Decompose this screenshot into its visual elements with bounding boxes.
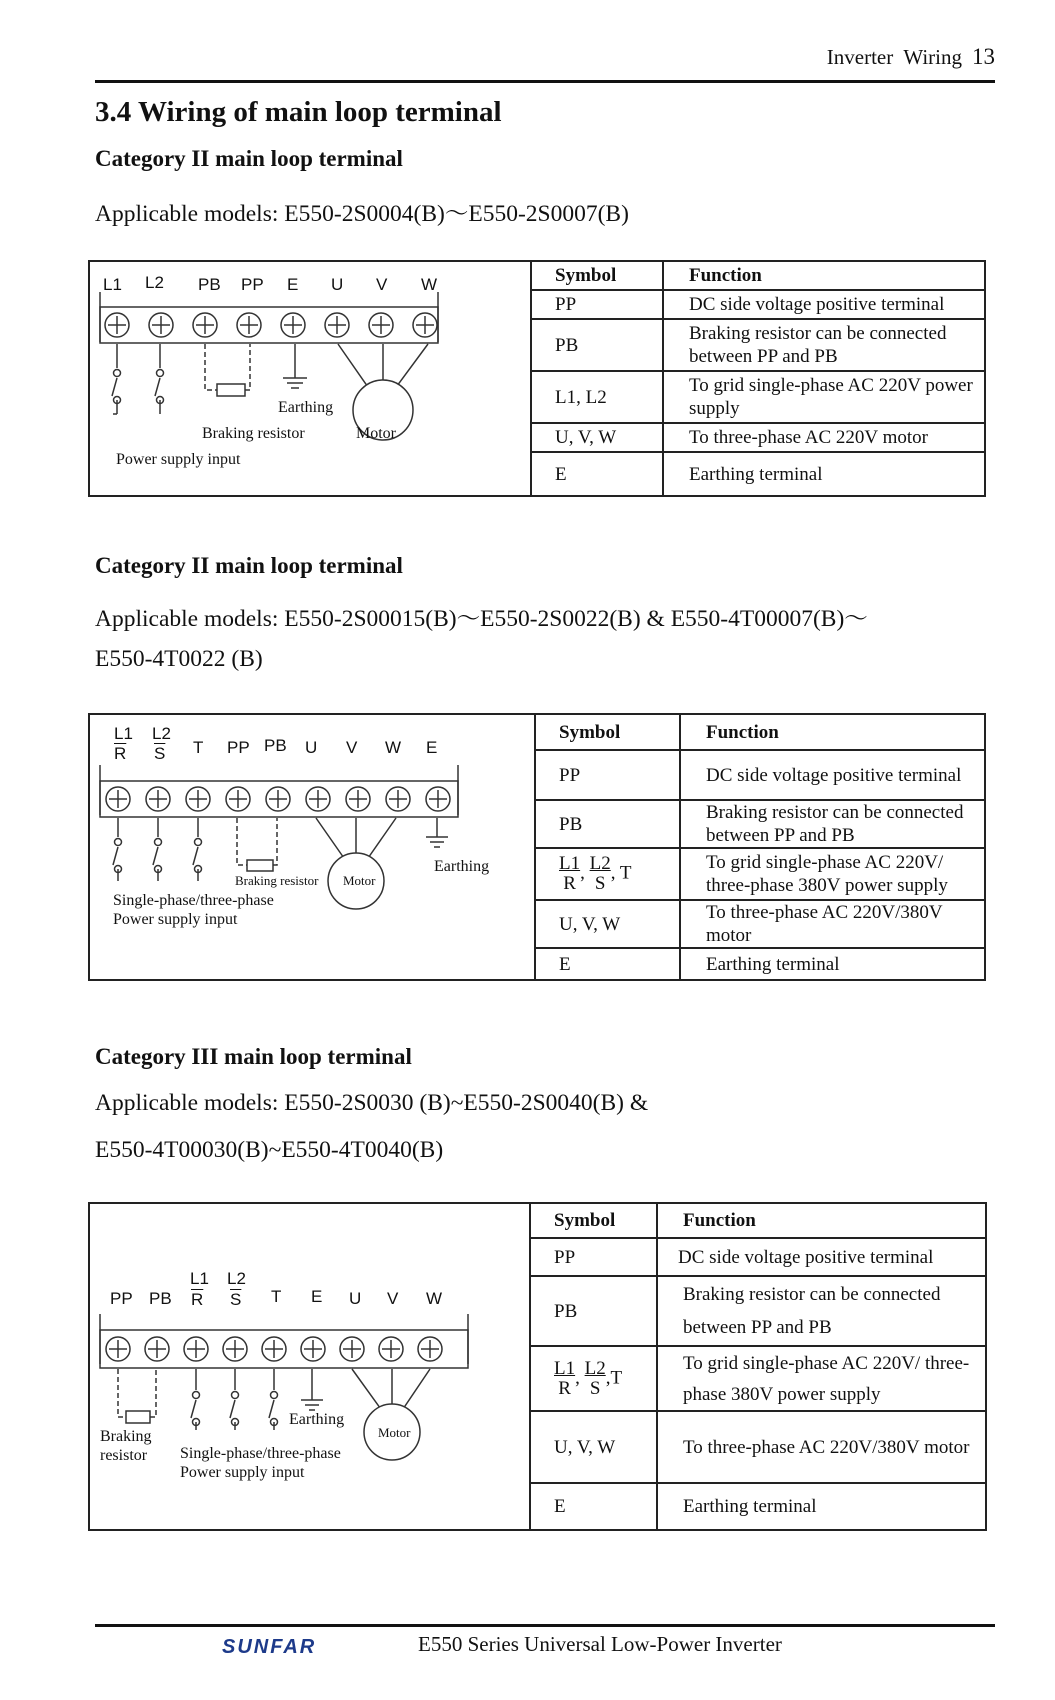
function-cell: Braking resistor can be connected between PP and PB [680,800,984,848]
function-header: Function [680,715,984,750]
terminal-label: L2 [227,1269,246,1288]
power-supply-label: Power supply input [113,911,238,928]
section-heading: Category III main loop terminal [95,1044,412,1069]
symbol-cell: E [534,948,680,979]
page-title: 3.4 Wiring of main loop terminal [95,96,502,128]
screw-cross [229,790,247,808]
terminal-label: T [271,1287,282,1306]
symbol-cell: E [529,1483,657,1529]
screw-cross [149,790,167,808]
braking-resistor-label: Braking resistor [235,873,319,888]
terminal-label: E [311,1287,323,1306]
symbol-header: Symbol [530,262,663,290]
applicable-models: E550-4T0022 (B) [95,646,263,672]
braking-resistor-label: Braking [100,1428,152,1445]
terminal-box-1 [88,260,986,497]
screw-cross [240,316,258,334]
symbol-header: Symbol [534,715,680,750]
function-table-2 [534,715,984,979]
motor-label: Motor [356,425,396,442]
terminal-label: L2 [145,273,164,292]
function-cell: To three-phase AC 220V motor [663,423,984,452]
function-header: Function [657,1204,985,1238]
terminal-label: L1 [103,275,122,294]
function-cell: DC side voltage positive terminal [680,750,984,800]
terminal-label: U [331,275,344,294]
screw-cross [343,1340,361,1358]
earthing-label: Earthing [278,399,334,416]
symbol-cell: PB [534,800,680,848]
terminal-label: E [426,738,438,757]
terminal-label: L2 [152,724,171,743]
power-supply-label: Single-phase/three-phase [180,1445,341,1462]
power-supply-label: Power supply input [116,451,241,468]
terminal-label: W [385,738,402,757]
wiring-diagram-1 [90,262,532,495]
terminal-label: PB [198,275,221,294]
terminal-label: L1 [114,724,133,743]
terminal-label: $\overline{S}$ [230,1290,242,1309]
terminal-label: V [387,1289,399,1308]
screw-cross [187,1340,205,1358]
symbol-part: , T [610,862,632,884]
terminal-label: T [193,738,204,757]
terminal-label: PB [264,736,287,755]
section-heading: Category II main loop terminal [95,553,403,578]
terminal-label: W [421,275,438,294]
sunfar-logo: SUNFAR [222,1636,317,1658]
terminal-label: V [376,275,388,294]
applicable-models: Applicable models: E550-2S0004(B)～E550-2S0007(B) [95,201,629,227]
terminal-box-3 [88,1202,987,1531]
wiring-diagram-3 [90,1204,531,1529]
screw-cross [429,790,447,808]
screw-cross [108,316,126,334]
screw-cross [328,316,346,334]
function-cell: DC side voltage positive terminal [663,290,984,319]
screw-cross [196,316,214,334]
symbol-part: L1 [559,853,581,874]
earthing-label: Earthing [434,858,490,875]
terminal-label: $\overline{S}$ [154,744,166,763]
symbol-part: L1 [554,1357,576,1379]
earthing-label: Earthing [289,1411,345,1428]
header-text [827,44,995,70]
screw-cross [416,316,434,334]
function-cell: Earthing terminal [680,948,984,979]
symbol-l2-s [590,854,611,894]
symbol-part: R [558,1377,571,1399]
function-cell: To grid single-phase AC 220V power supply [663,371,984,423]
function-cell: To grid single-phase AC 220V/ three-phase 380V power supply [680,848,984,900]
screw-cross [304,1340,322,1358]
symbol-l1-r [559,854,580,894]
symbol-cell: $\frac{L1}{R}$ , $\frac{L2}{S}$ ,T [529,1346,657,1411]
terminal-label: $\overline{R}$ [191,1290,204,1309]
symbol-cell: PP [529,1238,657,1276]
function-cell: Earthing terminal [663,452,984,495]
function-cell: To three-phase AC 220V/380V motor [680,900,984,948]
terminal-label: E [287,275,299,294]
applicable-models: E550-4T00030(B)~E550-4T0040(B) [95,1137,444,1163]
screw-cross [109,790,127,808]
terminal-label: PP [241,275,264,294]
screw-cross [349,790,367,808]
screw-cross [372,316,390,334]
screw-cross [309,790,327,808]
terminal-box-2 [88,713,986,981]
terminal-label: $\overline{R}$ [114,744,127,763]
symbol-part: L2 [589,853,611,874]
function-cell: To grid single-phase AC 220V/ three-phase 380V power supply [657,1346,985,1411]
terminal-label: U [349,1289,362,1308]
screw-cross [389,790,407,808]
function-cell: DC side voltage positive terminal [657,1238,985,1276]
terminal-label: U [305,738,318,757]
motor-label: Motor [378,1425,411,1440]
symbol-part: ,T [605,1366,623,1388]
page-header [95,44,995,83]
terminal-label: L1 [190,1269,209,1288]
function-table-3 [529,1204,985,1529]
symbol-cell: L1, L2 [530,371,663,423]
symbol-cell: E [530,452,663,495]
footer-text: E550 Series Universal Low-Power Inverter [418,1632,782,1656]
wiring-diagram-2 [90,715,536,979]
function-table-1 [530,262,984,495]
footer-rule [95,1624,995,1627]
screw-cross [109,1340,127,1358]
terminal-label: V [346,738,358,757]
applicable-models: Applicable models: E550-2S00015(B)～E550-2S0022(B) & E550-4T00007(B)～ [95,606,868,632]
applicable-models: Applicable models: E550-2S0030 (B)~E550-2S0040(B) & [95,1090,649,1116]
motor-label: Motor [343,873,376,888]
power-supply-label: Power supply input [180,1464,305,1481]
function-cell: Braking resistor can be connected between PP and PB [657,1276,985,1346]
symbol-cell: U, V, W [530,423,663,452]
symbol-l1-r [554,1359,575,1399]
symbol-cell: U, V, W [529,1411,657,1483]
symbol-part: S [594,873,606,894]
header-section: Inverter Wiring [826,45,962,69]
symbol-part: S [589,1377,601,1399]
symbol-cell: $\frac{L1}{R}$ , $\frac{L2}{S}$ , T [534,848,680,900]
function-cell: Braking resistor can be connected between PP and PB [663,319,984,371]
section-heading: Category II main loop terminal [95,146,403,171]
symbol-cell: PP [530,290,663,319]
screw-cross [269,790,287,808]
power-supply-label: Single-phase/three-phase [113,892,274,909]
symbol-cell: PB [530,319,663,371]
terminal-label: PP [110,1289,133,1308]
terminal-label: PB [149,1289,172,1308]
screw-cross [148,1340,166,1358]
symbol-cell: U, V, W [534,900,680,948]
symbol-part: L2 [584,1357,606,1379]
terminal-label: W [426,1289,443,1308]
symbol-l2-s [585,1359,606,1399]
symbol-cell: PB [529,1276,657,1346]
symbol-header: Symbol [529,1204,657,1238]
symbol-cell: PP [534,750,680,800]
wiring-drawing-3 [90,1204,529,1529]
screw-cross [421,1340,439,1358]
terminal-label: PP [227,738,250,757]
screw-cross [152,316,170,334]
function-cell: Earthing terminal [657,1483,985,1529]
function-cell: To three-phase AC 220V/380V motor [657,1411,985,1483]
braking-resistor-label: resistor [100,1447,148,1464]
screw-cross [284,316,302,334]
braking-resistor-label: Braking resistor [202,425,305,442]
symbol-part: R [563,873,576,894]
page-number: 13 [972,44,995,69]
function-header: Function [663,262,984,290]
screw-cross [382,1340,400,1358]
screw-cross [189,790,207,808]
screw-cross [226,1340,244,1358]
screw-cross [265,1340,283,1358]
